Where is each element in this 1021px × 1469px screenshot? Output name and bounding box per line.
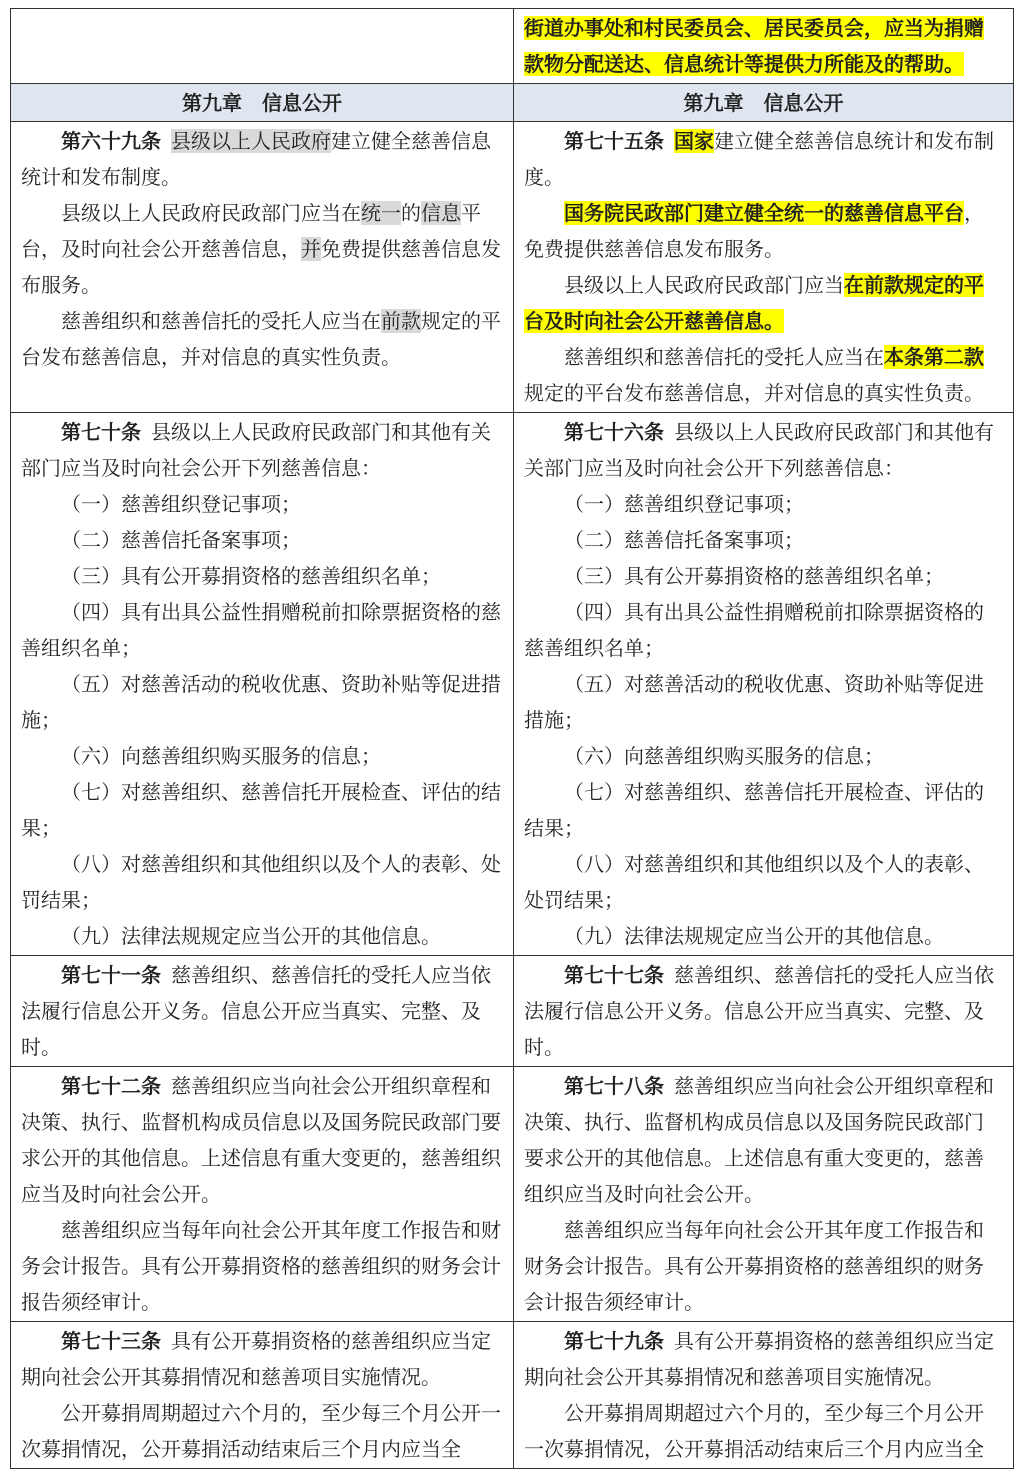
paragraph xyxy=(21,123,503,195)
paragraph xyxy=(524,339,1003,411)
paragraph-text: 县级以上人民政府民政部门应当在 xyxy=(61,201,361,225)
article-76-cell xyxy=(514,413,1014,956)
paragraph-text: 建立健全慈善信息统计和发布制度。 xyxy=(524,129,994,189)
changed-text: 并 xyxy=(301,237,321,261)
table-row xyxy=(11,1322,1014,1469)
list-item: （九）法律法规规定应当公开的其他信息。 xyxy=(61,924,441,948)
list-item: （四）具有出具公益性捐赠税前扣除票据资格的慈善组织名单； xyxy=(524,600,984,660)
chapter-title-right: 第九章 信息公开 xyxy=(514,84,1014,122)
top-left-cell xyxy=(11,9,514,84)
list-item: （一）慈善组织登记事项； xyxy=(61,492,301,516)
table-row xyxy=(11,956,1014,1067)
highlighted-text: 街道办事处和村民委员会、居民委员会，应当为捐赠款物分配送达、信息统计等提供力所能及的帮助。 xyxy=(524,16,984,76)
paragraph xyxy=(21,957,503,1065)
paragraph xyxy=(524,414,1003,486)
paragraph-text: 具有公开募捐资格的慈善组织应当定期向社会公开其募捐情况和慈善项目实施情况。 xyxy=(524,1329,994,1389)
paragraph-text: 县级以上人民政府民政部门和其他有关部门应当及时向社会公开下列慈善信息： xyxy=(524,420,994,480)
table-row xyxy=(11,413,1014,956)
chapter-header-row xyxy=(11,84,1014,122)
paragraph xyxy=(524,1323,1003,1395)
paragraph xyxy=(524,195,1003,267)
article-71-cell xyxy=(11,956,514,1067)
paragraph xyxy=(21,195,503,303)
list-item: （六）向慈善组织购买服务的信息； xyxy=(564,744,884,768)
chapter-title-left: 第九章 信息公开 xyxy=(11,84,514,122)
list-item: （九）法律法规规定应当公开的其他信息。 xyxy=(564,924,944,948)
paragraph: 慈善组织应当每年向社会公开其年度工作报告和财务会计报告。具有公开募捐资格的慈善组织的财务会计报告须经审计。 xyxy=(21,1218,501,1314)
article-70-cell xyxy=(11,413,514,956)
top-right-cell xyxy=(514,9,1014,84)
paragraph-text: 具有公开募捐资格的慈善组织应当定期向社会公开其募捐情况和慈善项目实施情况。 xyxy=(21,1329,491,1389)
list-item: （六）向慈善组织购买服务的信息； xyxy=(61,744,381,768)
article-number: 第七十条 xyxy=(61,420,141,444)
paragraph-text: 免费提供慈善信息发布服务。 xyxy=(21,237,501,297)
list-item: （五）对慈善活动的税收优惠、资助补贴等促进措施； xyxy=(21,672,501,732)
article-79-cell xyxy=(514,1322,1014,1469)
article-number: 第六十九条 xyxy=(61,129,161,153)
paragraph-text: 县级以上人民政府民政部门应当 xyxy=(564,273,844,297)
paragraph xyxy=(21,303,503,375)
list-item: （二）慈善信托备案事项； xyxy=(564,528,804,552)
paragraph-text: 县级以上人民政府民政部门和其他有关部门应当及时向社会公开下列慈善信息： xyxy=(21,420,491,480)
list-item: （七）对慈善组织、慈善信托开展检查、评估的结果； xyxy=(524,780,984,840)
table-row xyxy=(11,9,1014,84)
list-item: （三）具有公开募捐资格的慈善组织名单； xyxy=(61,564,441,588)
paragraph: 公开募捐周期超过六个月的，至少每三个月公开一次募捐情况，公开募捐活动结束后三个月内应当全 xyxy=(524,1401,984,1461)
article-75-cell xyxy=(514,122,1014,413)
list-item: （七）对慈善组织、慈善信托开展检查、评估的结果； xyxy=(21,780,501,840)
highlighted-text: 本条第二款 xyxy=(884,345,984,369)
list-item: （八）对慈善组织和其他组织以及个人的表彰、处罚结果； xyxy=(524,852,984,912)
list-item: （三）具有公开募捐资格的慈善组织名单； xyxy=(564,564,944,588)
article-number: 第七十二条 xyxy=(61,1074,161,1098)
paragraph-text: 建立健全慈善信息统计和发布制度。 xyxy=(21,129,491,189)
paragraph-text: 规定的平台发布慈善信息，并对信息的真实性负责。 xyxy=(524,381,984,405)
article-number: 第七十八条 xyxy=(564,1074,664,1098)
article-69-cell xyxy=(11,122,514,413)
article-number: 第七十六条 xyxy=(564,420,664,444)
list-item: （二）慈善信托备案事项； xyxy=(61,528,301,552)
law-comparison-table xyxy=(10,8,1014,1469)
highlighted-text: 国务院民政部门建立健全统一的慈善信息平台 xyxy=(564,201,964,225)
paragraph: 慈善组织应当每年向社会公开其年度工作报告和财务会计报告。具有公开募捐资格的慈善组织的财务会计报告须经审计。 xyxy=(524,1218,984,1314)
changed-text: 统一 xyxy=(361,201,401,225)
article-72-cell xyxy=(11,1067,514,1322)
paragraph-text: 规定的平台发布慈善信息，并对信息的真实性负责。 xyxy=(21,309,501,369)
paragraph-text: 平台，及时向社会公开慈善信息， xyxy=(21,201,481,261)
paragraph xyxy=(21,1323,503,1395)
paragraph xyxy=(21,1068,503,1212)
paragraph xyxy=(524,957,1003,1065)
paragraph xyxy=(524,123,1003,195)
paragraph-text: 慈善组织应当向社会公开组织章程和决策、执行、监督机构成员信息以及国务院民政部门要求公开的其他信息。上述信息有重大变更的，慈善组织应当及时向社会公开。 xyxy=(21,1074,501,1206)
article-73-cell xyxy=(11,1322,514,1469)
paragraph-text: 慈善组织应当向社会公开组织章程和决策、执行、监督机构成员信息以及国务院民政部门要求公开的其他信息。上述信息有重大变更的，慈善组织应当及时向社会公开。 xyxy=(524,1074,994,1206)
paragraph-text: 慈善组织和慈善信托的受托人应当在 xyxy=(564,345,884,369)
paragraph xyxy=(524,1068,1003,1212)
changed-text: 信息 xyxy=(421,201,461,225)
article-number: 第七十七条 xyxy=(564,963,664,987)
list-item: （四）具有出具公益性捐赠税前扣除票据资格的慈善组织名单； xyxy=(21,600,501,660)
changed-text: 前款 xyxy=(381,309,421,333)
article-number: 第七十九条 xyxy=(564,1329,664,1353)
list-item: （一）慈善组织登记事项； xyxy=(564,492,804,516)
changed-text: 县级以上人民政府 xyxy=(171,129,331,153)
table-row xyxy=(11,122,1014,413)
paragraph-text: 慈善组织、慈善信托的受托人应当依法履行信息公开义务。信息公开应当真实、完整、及时。 xyxy=(21,963,491,1059)
highlighted-text: 国家 xyxy=(674,129,714,153)
paragraph xyxy=(524,267,1003,339)
article-78-cell xyxy=(514,1067,1014,1322)
article-number: 第七十五条 xyxy=(564,129,664,153)
article-number: 第七十三条 xyxy=(61,1329,161,1353)
table-row xyxy=(11,1067,1014,1322)
paragraph-text: 慈善组织、慈善信托的受托人应当依法履行信息公开义务。信息公开应当真实、完整、及时。 xyxy=(524,963,994,1059)
highlighted-text: 在前款规定的平台及时向社会公开慈善信息。 xyxy=(524,273,984,333)
article-number: 第七十一条 xyxy=(61,963,161,987)
paragraph-text: ，免费提供慈善信息发布服务。 xyxy=(524,201,984,261)
list-item: （八）对慈善组织和其他组织以及个人的表彰、处罚结果； xyxy=(21,852,501,912)
paragraph xyxy=(21,414,503,486)
paragraph-text: 的 xyxy=(401,201,421,225)
paragraph-text: 慈善组织和慈善信托的受托人应当在 xyxy=(61,309,381,333)
article-77-cell xyxy=(514,956,1014,1067)
paragraph: 公开募捐周期超过六个月的，至少每三个月公开一次募捐情况，公开募捐活动结束后三个月内应当全 xyxy=(21,1401,501,1461)
list-item: （五）对慈善活动的税收优惠、资助补贴等促进措施； xyxy=(524,672,984,732)
